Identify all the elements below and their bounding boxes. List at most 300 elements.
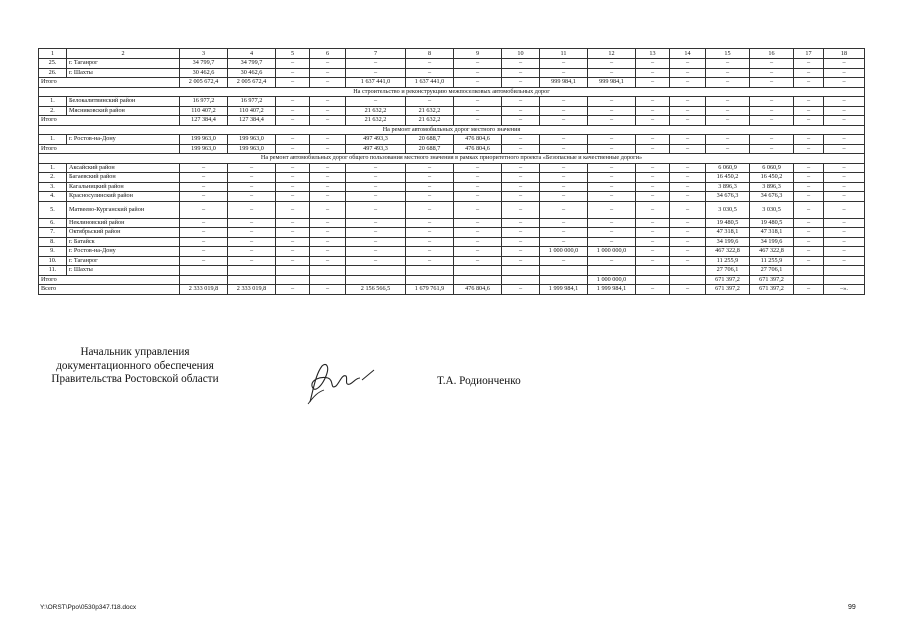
table-cell: 3 896,3 <box>750 182 794 192</box>
table-cell: 199 963,0 <box>180 144 228 154</box>
table-cell: – <box>502 97 540 107</box>
table-cell: – <box>276 256 310 266</box>
table-cell: 16 450,2 <box>750 173 794 183</box>
table-cell <box>794 266 824 276</box>
table-cell: – <box>636 218 670 228</box>
table-cell: – <box>310 201 346 218</box>
table-cell: 21 632,2 <box>406 116 454 126</box>
table-cell: – <box>228 173 276 183</box>
table-cell: – <box>180 228 228 238</box>
table-cell: – <box>824 192 865 202</box>
table-cell: – <box>454 192 502 202</box>
column-number: 12 <box>588 49 636 59</box>
table-cell: – <box>636 256 670 266</box>
table-cell: – <box>794 59 824 69</box>
table-cell: – <box>346 228 406 238</box>
table-cell: – <box>180 247 228 257</box>
table-cell: – <box>824 68 865 78</box>
municipality-name: Неклиновский район <box>67 218 180 228</box>
table-cell: – <box>406 256 454 266</box>
table-cell: – <box>346 247 406 257</box>
table-cell: – <box>346 201 406 218</box>
table-cell: – <box>310 285 346 295</box>
table-cell: – <box>750 106 794 116</box>
table-cell: – <box>540 182 588 192</box>
table-cell: – <box>346 192 406 202</box>
municipality-name: г. Таганрог <box>67 59 180 69</box>
table-cell: – <box>180 182 228 192</box>
total-label: Итого <box>39 78 180 88</box>
column-number: 5 <box>276 49 310 59</box>
table-cell: – <box>540 135 588 145</box>
table-cell: – <box>310 97 346 107</box>
table-cell: 3 030,5 <box>706 201 750 218</box>
table-cell: 6 060,9 <box>706 163 750 173</box>
table-cell: – <box>310 237 346 247</box>
table-cell: – <box>824 201 865 218</box>
column-number: 10 <box>502 49 540 59</box>
table-cell <box>346 266 406 276</box>
table-cell: 1 637 441,0 <box>346 78 406 88</box>
table-cell: – <box>454 68 502 78</box>
table-cell: – <box>180 256 228 266</box>
table-cell: – <box>310 228 346 238</box>
total-row <box>39 144 865 154</box>
table-cell: 16 450,2 <box>706 173 750 183</box>
table-cell: 21 632,2 <box>346 106 406 116</box>
table-cell: 199 963,0 <box>228 135 276 145</box>
table-cell: – <box>276 59 310 69</box>
table-cell: – <box>636 59 670 69</box>
table-cell: – <box>180 218 228 228</box>
table-cell: 2 333 019,8 <box>228 285 276 295</box>
signature-title-line: документационного обеспечения <box>56 359 214 372</box>
table-cell: – <box>794 218 824 228</box>
table-cell: – <box>502 173 540 183</box>
table-cell: 110 407,2 <box>228 106 276 116</box>
table-cell: – <box>540 237 588 247</box>
table-cell: – <box>454 106 502 116</box>
table-cell: – <box>406 192 454 202</box>
table-cell: – <box>540 59 588 69</box>
table-cell <box>180 275 228 285</box>
column-number: 13 <box>636 49 670 59</box>
column-number: 18 <box>824 49 865 59</box>
signatory-name: Т.А. Родионченко <box>437 375 521 387</box>
table-cell: – <box>502 218 540 228</box>
table-cell: – <box>276 78 310 88</box>
table-cell: – <box>228 237 276 247</box>
total-row <box>39 275 865 285</box>
table-cell: 2 005 672,4 <box>228 78 276 88</box>
column-number: 7 <box>346 49 406 59</box>
municipality-name: Белокалитвинский район <box>67 97 180 107</box>
table-cell: 34 799,7 <box>180 59 228 69</box>
table-cell: – <box>406 163 454 173</box>
table-cell: – <box>180 173 228 183</box>
table-cell: 11 255,9 <box>750 256 794 266</box>
table-cell: – <box>540 116 588 126</box>
column-number: 16 <box>750 49 794 59</box>
table-cell: – <box>750 78 794 88</box>
table-cell: – <box>750 144 794 154</box>
table-cell: – <box>346 68 406 78</box>
table-cell: – <box>180 201 228 218</box>
table-cell: – <box>794 247 824 257</box>
table-cell: 1 999 984,1 <box>588 285 636 295</box>
table-cell: – <box>588 116 636 126</box>
table-cell: – <box>276 68 310 78</box>
table-cell: – <box>310 135 346 145</box>
table-cell: – <box>636 68 670 78</box>
table-cell: – <box>588 192 636 202</box>
table-cell: – <box>228 182 276 192</box>
table-cell: – <box>588 256 636 266</box>
table-cell: – <box>670 163 706 173</box>
table-cell: – <box>540 201 588 218</box>
table-cell: – <box>670 106 706 116</box>
table-cell: – <box>670 237 706 247</box>
table-cell: – <box>454 59 502 69</box>
table-cell <box>502 266 540 276</box>
table-cell: – <box>636 173 670 183</box>
table-cell: 4. <box>39 192 67 202</box>
table-cell: – <box>636 144 670 154</box>
table-cell <box>670 266 706 276</box>
table-cell: – <box>454 116 502 126</box>
table-cell: 5. <box>39 201 67 218</box>
table-cell: – <box>794 201 824 218</box>
column-number: 4 <box>228 49 276 59</box>
table-cell: 6 060,9 <box>750 163 794 173</box>
table-cell: – <box>540 106 588 116</box>
column-number: 15 <box>706 49 750 59</box>
table-cell: 1 000 000,0 <box>588 247 636 257</box>
table-cell: – <box>180 192 228 202</box>
table-cell: 16 977,2 <box>228 97 276 107</box>
file-path: Y:\ORST\Ppo\0530p347.f18.docx <box>40 604 137 611</box>
table-cell: – <box>502 106 540 116</box>
table-cell <box>588 266 636 276</box>
table-cell: – <box>588 163 636 173</box>
table-cell: – <box>540 173 588 183</box>
table-cell: – <box>310 163 346 173</box>
table-row <box>39 68 865 78</box>
table-cell: – <box>540 144 588 154</box>
table-cell: – <box>670 173 706 183</box>
table-cell: – <box>276 135 310 145</box>
table-row <box>39 237 865 247</box>
section-heading: На ремонт автомобильных дорог местного значения <box>39 125 865 135</box>
table-cell: – <box>228 228 276 238</box>
table-cell: – <box>588 135 636 145</box>
table-cell: 671 397,2 <box>750 275 794 285</box>
table-cell: – <box>346 218 406 228</box>
table-cell: – <box>228 192 276 202</box>
table-cell <box>824 275 865 285</box>
table-cell: – <box>750 59 794 69</box>
table-cell: – <box>670 144 706 154</box>
table-cell: – <box>670 182 706 192</box>
column-number: 9 <box>454 49 502 59</box>
table-cell: – <box>750 68 794 78</box>
table-cell: – <box>670 285 706 295</box>
column-number: 6 <box>310 49 346 59</box>
table-cell <box>310 266 346 276</box>
table-cell: – <box>346 173 406 183</box>
table-cell: – <box>670 59 706 69</box>
table-cell: – <box>706 116 750 126</box>
table-cell: 7. <box>39 228 67 238</box>
table-cell: – <box>276 247 310 257</box>
table-cell: 2 333 019,8 <box>180 285 228 295</box>
table-cell: – <box>794 78 824 88</box>
table-cell: – <box>180 237 228 247</box>
table-cell: 11 255,9 <box>706 256 750 266</box>
table-cell: 671 397,2 <box>706 275 750 285</box>
section-heading-row <box>39 125 865 135</box>
table-cell: 476 804,6 <box>454 144 502 154</box>
table-cell: – <box>794 192 824 202</box>
table-cell: 199 963,0 <box>228 144 276 154</box>
table-cell: – <box>454 201 502 218</box>
table-cell: 27 706,1 <box>750 266 794 276</box>
table-cell: – <box>824 182 865 192</box>
table-cell: 1 999 984,1 <box>540 285 588 295</box>
table-row <box>39 97 865 107</box>
table-cell: – <box>502 163 540 173</box>
column-number: 14 <box>670 49 706 59</box>
table-cell: 30 462,6 <box>180 68 228 78</box>
table-cell: – <box>310 256 346 266</box>
table-cell: – <box>454 237 502 247</box>
table-cell: – <box>310 218 346 228</box>
table-cell: – <box>406 237 454 247</box>
table-cell: – <box>540 256 588 266</box>
table-cell: – <box>670 135 706 145</box>
table-cell: – <box>346 59 406 69</box>
table-cell: – <box>794 68 824 78</box>
handwritten-signature <box>300 356 380 408</box>
table-cell: – <box>502 247 540 257</box>
table-cell: – <box>636 78 670 88</box>
table-cell: – <box>346 97 406 107</box>
table-cell: – <box>670 247 706 257</box>
table-cell: 26. <box>39 68 67 78</box>
table-cell: – <box>824 163 865 173</box>
table-cell: –». <box>824 285 865 295</box>
section-heading: На строительство и реконструкцию межпоселковых автомобильных дорог <box>39 87 865 97</box>
table-cell: – <box>794 135 824 145</box>
table-cell: – <box>636 106 670 116</box>
table-cell: 30 462,6 <box>228 68 276 78</box>
table-cell: – <box>276 201 310 218</box>
table-cell: – <box>636 201 670 218</box>
table-cell: – <box>502 68 540 78</box>
table-cell: – <box>406 97 454 107</box>
table-row <box>39 106 865 116</box>
table-cell: – <box>406 68 454 78</box>
total-label: Всего <box>39 285 180 295</box>
table-cell: – <box>636 285 670 295</box>
table-cell: – <box>670 97 706 107</box>
table-cell: – <box>824 144 865 154</box>
column-number: 3 <box>180 49 228 59</box>
table-cell: – <box>276 173 310 183</box>
table-cell: 467 322,8 <box>706 247 750 257</box>
table-row <box>39 173 865 183</box>
table-cell: – <box>454 256 502 266</box>
table-cell <box>180 266 228 276</box>
table-cell: – <box>824 135 865 145</box>
table-cell: – <box>228 256 276 266</box>
table-cell: – <box>636 228 670 238</box>
table-cell: – <box>588 68 636 78</box>
table-cell: – <box>276 97 310 107</box>
table-cell: – <box>588 59 636 69</box>
table-cell: 34 199,6 <box>750 237 794 247</box>
table-cell: – <box>824 59 865 69</box>
table-cell: – <box>502 237 540 247</box>
table-cell: – <box>406 247 454 257</box>
table-cell: – <box>794 173 824 183</box>
table-header-row <box>39 49 865 59</box>
table-cell: – <box>588 218 636 228</box>
table-cell: – <box>276 237 310 247</box>
table-cell: 11. <box>39 266 67 276</box>
table-cell: 16 977,2 <box>180 97 228 107</box>
municipality-name: Мясниковский район <box>67 106 180 116</box>
column-number: 17 <box>794 49 824 59</box>
table-cell: – <box>276 144 310 154</box>
table-cell: – <box>706 144 750 154</box>
table-cell: – <box>794 144 824 154</box>
table-cell: 467 322,8 <box>750 247 794 257</box>
signature-title-block <box>40 346 230 387</box>
table-cell: – <box>276 218 310 228</box>
total-row <box>39 78 865 88</box>
table-cell: – <box>588 237 636 247</box>
table-cell: – <box>588 228 636 238</box>
table-cell: 21 632,2 <box>346 116 406 126</box>
table-cell: – <box>502 228 540 238</box>
table-cell: – <box>406 182 454 192</box>
table-cell: – <box>540 192 588 202</box>
table-cell: – <box>794 163 824 173</box>
table-cell: 671 397,2 <box>750 285 794 295</box>
table-cell: – <box>794 116 824 126</box>
table-cell: – <box>406 59 454 69</box>
signature-title-line: Начальник управления <box>80 346 190 358</box>
table-cell: – <box>540 97 588 107</box>
table-cell: 34 199,6 <box>706 237 750 247</box>
table-cell <box>406 266 454 276</box>
table-cell <box>540 275 588 285</box>
table-cell <box>502 275 540 285</box>
table-cell: – <box>310 192 346 202</box>
table-cell: – <box>502 59 540 69</box>
table-cell: 476 804,6 <box>454 285 502 295</box>
table-cell: 110 407,2 <box>180 106 228 116</box>
table-cell: – <box>670 192 706 202</box>
table-cell: – <box>454 218 502 228</box>
table-cell <box>636 266 670 276</box>
table-cell: – <box>454 182 502 192</box>
column-number: 2 <box>67 49 180 59</box>
table-cell: – <box>636 237 670 247</box>
table-cell: – <box>824 97 865 107</box>
municipality-name: г. Шахты <box>67 266 180 276</box>
table-cell <box>310 275 346 285</box>
municipality-name: г. Ростов-на-Дону <box>67 135 180 145</box>
table-cell: 497 493,3 <box>346 135 406 145</box>
table-cell: 497 493,3 <box>346 144 406 154</box>
table-cell: – <box>454 173 502 183</box>
table-cell: – <box>824 247 865 257</box>
table-cell: – <box>310 59 346 69</box>
total-label: Итого <box>39 144 180 154</box>
table-cell: – <box>276 182 310 192</box>
total-row <box>39 285 865 295</box>
table-cell: 27 706,1 <box>706 266 750 276</box>
total-row <box>39 116 865 126</box>
table-cell: – <box>670 116 706 126</box>
table-cell: – <box>824 78 865 88</box>
table-cell: 1 679 761,9 <box>406 285 454 295</box>
table-cell <box>636 275 670 285</box>
table-cell: – <box>228 201 276 218</box>
table-cell: – <box>228 247 276 257</box>
table-cell: – <box>588 173 636 183</box>
table-cell: – <box>502 192 540 202</box>
table-cell: – <box>588 182 636 192</box>
table-cell: – <box>670 201 706 218</box>
table-cell: – <box>454 228 502 238</box>
table-cell: – <box>228 218 276 228</box>
column-number: 8 <box>406 49 454 59</box>
table-cell: – <box>794 182 824 192</box>
table-cell: 2 156 566,5 <box>346 285 406 295</box>
table-cell: – <box>310 144 346 154</box>
table-cell: – <box>406 218 454 228</box>
table-cell: 6. <box>39 218 67 228</box>
table-cell: – <box>540 228 588 238</box>
table-cell <box>540 266 588 276</box>
table-cell <box>824 266 865 276</box>
table-cell: 2 005 672,4 <box>180 78 228 88</box>
table-cell <box>276 266 310 276</box>
table-cell: 19 480,5 <box>750 218 794 228</box>
table-cell: – <box>824 228 865 238</box>
table-cell <box>406 275 454 285</box>
table-cell: – <box>406 201 454 218</box>
table-cell: – <box>794 237 824 247</box>
table-cell: – <box>454 163 502 173</box>
table-cell: – <box>750 135 794 145</box>
municipality-name: Матвеево-Курганский район <box>67 201 180 218</box>
table-cell: – <box>588 144 636 154</box>
table-row <box>39 218 865 228</box>
table-cell: 47 318,1 <box>750 228 794 238</box>
municipality-name: Кагальницкий район <box>67 182 180 192</box>
table-cell: 9. <box>39 247 67 257</box>
table-cell: – <box>706 97 750 107</box>
table-cell: – <box>502 116 540 126</box>
table-cell: 127 384,4 <box>228 116 276 126</box>
municipality-name: г. Ростов-на-Дону <box>67 247 180 257</box>
table-cell: 3 030,5 <box>750 201 794 218</box>
table-cell: – <box>310 247 346 257</box>
